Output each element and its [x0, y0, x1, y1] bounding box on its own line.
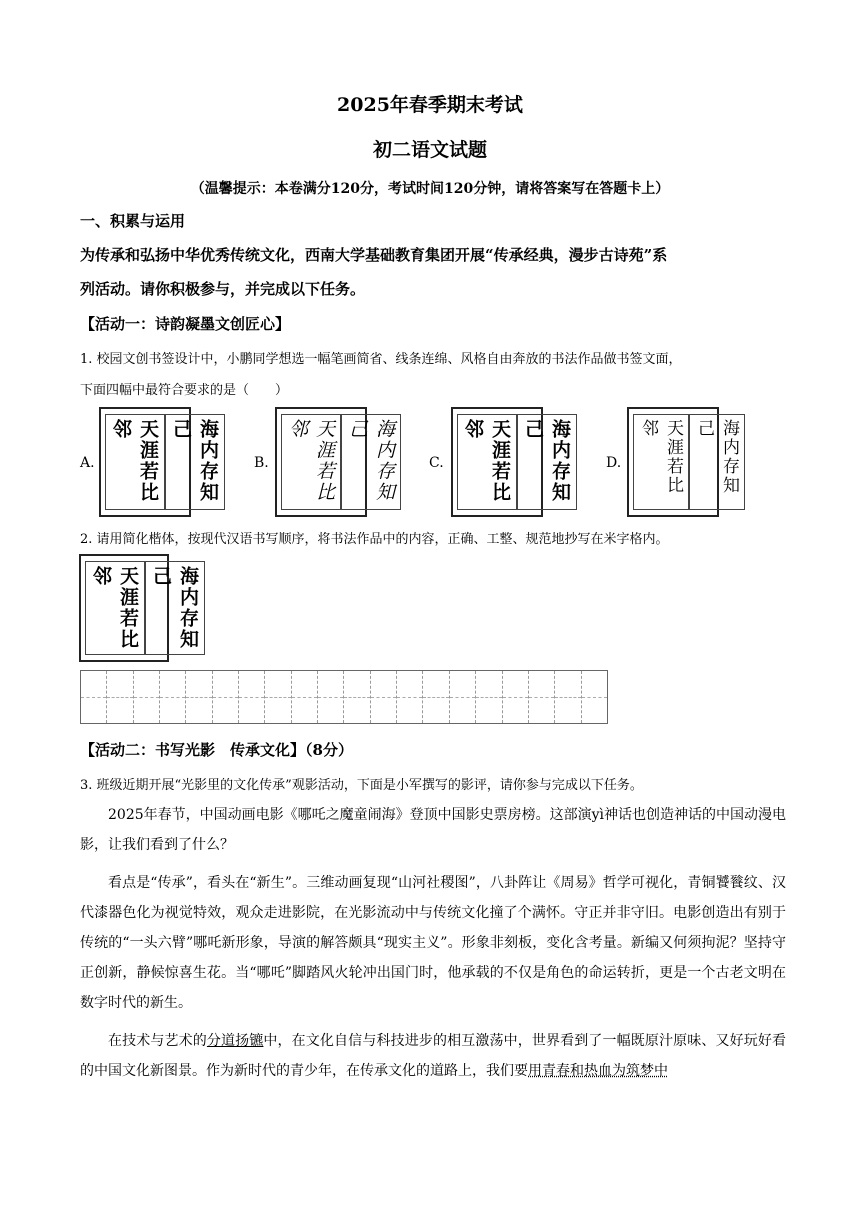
exam-subtitle: 初二语文试题 — [372, 139, 487, 161]
activity1-heading: 【活动一：诗韵凝墨文创匠心】 — [80, 315, 291, 333]
exam-title: 2025年春季期末考试 — [337, 94, 523, 116]
review-passage — [80, 800, 786, 1086]
grid-cell[interactable] — [213, 671, 239, 723]
calligraphy-right-column: 海内存知己 — [165, 414, 225, 510]
grid-cell[interactable] — [529, 671, 555, 723]
option-b-calligraphy — [275, 407, 395, 517]
grid-cell[interactable] — [81, 671, 107, 723]
grid-cell[interactable] — [503, 671, 529, 723]
grid-cell[interactable] — [344, 671, 370, 723]
grid-cell[interactable] — [476, 671, 502, 723]
calligraphy-left-column: 天涯若比邻 — [457, 414, 517, 510]
option-c-label: C. — [429, 455, 444, 471]
option-d-calligraphy — [627, 407, 739, 517]
review-paragraph-1: 2025年春节，中国动画电影《哪吒之魔童闹海》登顶中国影史票房榜。这部演yì神话也创造神话的中国动漫电影，让我们看到了什么？ — [80, 807, 787, 853]
grid-cell[interactable] — [160, 671, 186, 723]
review-paragraph-3 — [80, 1026, 786, 1086]
grid-cell[interactable] — [134, 671, 160, 723]
grid-cell[interactable] — [397, 671, 423, 723]
exam-notice: （温馨提示：本卷满分120分，考试时间120分钟，请将答案写在答题卡上） — [190, 181, 670, 197]
grid-cell[interactable] — [239, 671, 265, 723]
calligraphy-left-column: 天涯若比邻 — [105, 414, 165, 510]
calligraphy-left-column: 天涯若比邻 — [85, 561, 145, 656]
option-d-label: D. — [606, 455, 622, 471]
question2: 2. 请用简化楷体，按现代汉语书写顺序，将书法作品中的内容，正确、工整、规范地抄写在米字格内。 — [80, 532, 669, 547]
calligraphy-right-column: 海内存知己 — [145, 561, 205, 656]
option-c-calligraphy — [451, 407, 571, 517]
grid-cell[interactable] — [186, 671, 212, 723]
activity2-heading: 【活动二：书写光影 传承文化】（8分） — [80, 741, 353, 759]
grid-cell[interactable] — [450, 671, 476, 723]
option-a-label: A. — [80, 455, 95, 471]
section-intro-line1: 为传承和弘扬中华优秀传统文化，西南大学基础教育集团开展“传承经典，漫步古诗苑”系 — [80, 246, 668, 264]
answer-grid[interactable] — [80, 670, 608, 724]
grid-cell[interactable] — [265, 671, 291, 723]
grid-cell[interactable] — [107, 671, 133, 723]
question3: 3. 班级近期开展“光影里的文化传承”观影活动，下面是小军撰写的影评，请你参与完成以下任务。 — [80, 778, 643, 793]
grid-cell[interactable] — [371, 671, 397, 723]
option-a-calligraphy — [99, 407, 219, 517]
section-intro-line2: 列活动。请你积极参与，并完成以下任务。 — [80, 280, 366, 298]
paragraph-3-start: 在技术与艺术的 — [108, 1033, 207, 1049]
grid-cell[interactable] — [292, 671, 318, 723]
calligraphy-left-column: 天涯若比邻 — [633, 414, 689, 510]
grid-cell[interactable] — [555, 671, 581, 723]
grid-cell[interactable] — [318, 671, 344, 723]
paragraph-3-middle: 中，在文化自信与科技进步的相互激荡中，世界看到了一幅既原汁原味、又好玩好看的中国文化新图景。作为新时代的青少年，在传承文化的道路上，我们要 — [80, 1033, 787, 1079]
option-b-label: B. — [254, 455, 269, 471]
question1-line1: 1. 校园文创书签设计中，小鹏同学想选一幅笔画简省、线条连绵、风格自由奔放的书法作品做书签文面， — [80, 352, 682, 367]
section-heading: 一、积累与运用 — [80, 212, 186, 230]
underlined-phrase: 分道扬镳 — [206, 1033, 264, 1049]
calligraphy-right-column: 海内存知己 — [341, 414, 401, 510]
dotted-underlined-phrase: 用青春和热血为筑梦中 — [528, 1063, 668, 1079]
question1-line2: 下面四幅中最符合要求的是（ ） — [80, 383, 289, 398]
calligraphy-right-column: 海内存知己 — [517, 414, 577, 510]
calligraphy-left-column: 天涯若比邻 — [281, 414, 341, 510]
grid-cell[interactable] — [423, 671, 449, 723]
calligraphy-right-column: 海内存知己 — [689, 414, 745, 510]
question2-calligraphy — [79, 554, 199, 662]
grid-cell[interactable] — [582, 671, 607, 723]
review-paragraph-2: 看点是“传承”，看头在“新生”。三维动画复现“山河社稷图”，八卦阵让《周易》哲学可视化，青铜饕餮纹、汉代漆器色化为视觉特效，观众走进影院，在光影流动中与传统文化撞了个满怀。守正并非守旧。电影创造出有别于传统的“一头六臂”哪吒新形象，导演的解答颇具“现实主义”。形象非刻板，变化含考量。新编又何须拘泥？坚持守正创新，静候惊喜生花。当“哪吒”脚踏风火轮冲出国门时，他承载的不仅是角色的命运转折，更是一个古老文明在数字时代的新生。 — [80, 875, 786, 1011]
